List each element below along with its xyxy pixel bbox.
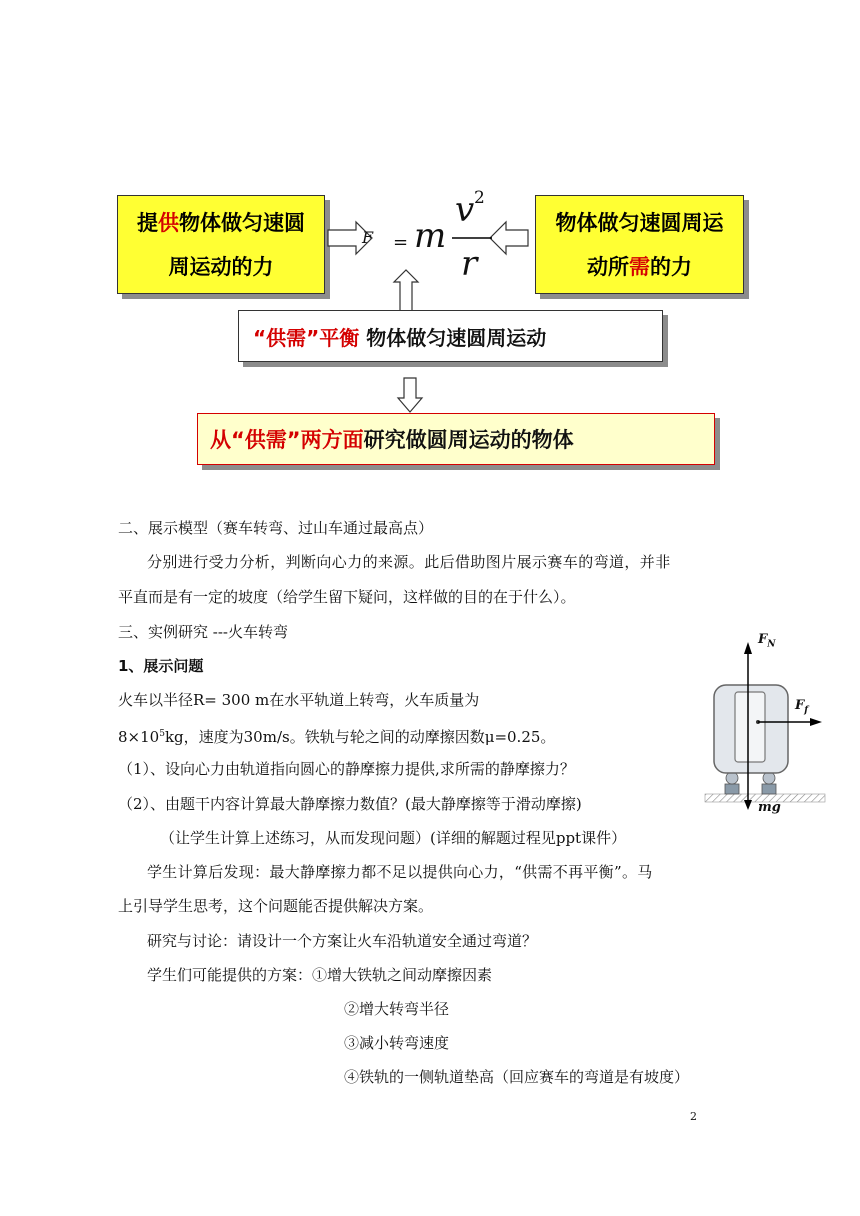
section-two-heading: 二、展示模型（赛车转弯、过山车通过最高点） bbox=[118, 519, 434, 537]
demand-box-line2: 动所需的力 bbox=[587, 254, 692, 279]
label-Ff: $F_f$ bbox=[795, 698, 809, 716]
left-block-arrow-icon bbox=[490, 222, 528, 254]
up-block-arrow-icon bbox=[394, 270, 418, 312]
conclusion-box bbox=[197, 413, 715, 465]
formula-exponent: 2 bbox=[474, 188, 485, 208]
train-force-diagram bbox=[700, 630, 830, 825]
normal-force-arrowhead bbox=[744, 642, 752, 654]
conclusion-box-black: 研究做圆周运动的物体 bbox=[363, 428, 574, 452]
supply-box-line1: 提供物体做匀速圆 bbox=[137, 210, 305, 235]
solution-item: ③减小转弯速度 bbox=[344, 1034, 450, 1052]
rail-right bbox=[762, 784, 776, 794]
paragraph-line: 平直而是有一定的坡度（给学生留下疑问，这样做的目的在于什么）。 bbox=[118, 588, 576, 606]
paragraph-line: 学生计算后发现：最大静摩擦力都不足以提供向心力，“供需不再平衡”。马 bbox=[147, 863, 653, 881]
gravity-arrowhead bbox=[744, 800, 752, 810]
down-block-arrow-icon bbox=[398, 378, 422, 412]
supply-box-line2: 周运动的力 bbox=[168, 254, 274, 279]
conclusion-box-red: 从“供需”两方面 bbox=[210, 428, 364, 452]
wheel-right bbox=[763, 772, 775, 784]
formula-r: r bbox=[461, 244, 478, 284]
demand-box-line1: 物体做匀速圆周运 bbox=[555, 210, 724, 235]
formula-v: v bbox=[455, 190, 475, 230]
formula-equals: = bbox=[393, 232, 409, 253]
question-2: （2）、由题干内容计算最大静摩擦力数值？(最大静摩擦等于滑动摩擦) bbox=[118, 795, 582, 813]
balance-box bbox=[238, 310, 663, 362]
problem-line: 火车以半径R= 300 m在水平轨道上转弯，火车质量为 bbox=[118, 691, 480, 709]
note-line: （让学生计算上述练习，从而发现问题）(详细的解题过程见ppt课件） bbox=[160, 829, 627, 847]
solution-item: ④铁轨的一侧轨道垫高（回应赛车的弯道是有坡度） bbox=[344, 1068, 690, 1086]
label-FN: $F_N$ bbox=[758, 632, 776, 650]
solution-item: ②增大转弯半径 bbox=[344, 1000, 450, 1018]
discussion-line: 研究与讨论：请设计一个方案让火车沿轨道安全通过弯道？ bbox=[147, 932, 538, 950]
question-1: （1）、设向心力由轨道指向圆心的静摩擦力提供,求所需的静摩擦力？ bbox=[118, 760, 575, 778]
subsection-heading: 1、展示问题 bbox=[118, 657, 204, 675]
label-mg: mg bbox=[758, 800, 781, 815]
mass-exponent: 5 bbox=[159, 729, 165, 739]
problem-line-rest: kg，速度为30m/s。铁轨与轮之间的动摩擦因数μ=0.25。 bbox=[164, 728, 556, 746]
friction-force-arrowhead bbox=[810, 718, 822, 726]
balance-box-black: 物体做匀速圆周运动 bbox=[366, 325, 547, 350]
train-door bbox=[735, 692, 765, 762]
page-number: 2 bbox=[690, 1110, 697, 1123]
formula-F: F bbox=[362, 228, 374, 247]
paragraph-line: 上引导学生思考，这个问题能否提供解决方案。 bbox=[118, 897, 434, 915]
balance-box-red: “供需”平衡 bbox=[253, 325, 360, 350]
section-three-heading: 三、实例研究 ---火车转弯 bbox=[118, 623, 288, 641]
wheel-left bbox=[726, 772, 738, 784]
mass-coefficient: 8×10 bbox=[118, 728, 160, 746]
rail-left bbox=[725, 784, 739, 794]
paragraph-line: 分别进行受力分析，判断向心力的来源。此后借助图片展示赛车的弯道，并非 bbox=[147, 553, 671, 571]
solutions-line: 学生们可能提供的方案：①增大铁轨之间动摩擦因素 bbox=[147, 966, 493, 984]
problem-line bbox=[118, 724, 555, 747]
formula-m: m bbox=[414, 216, 447, 256]
